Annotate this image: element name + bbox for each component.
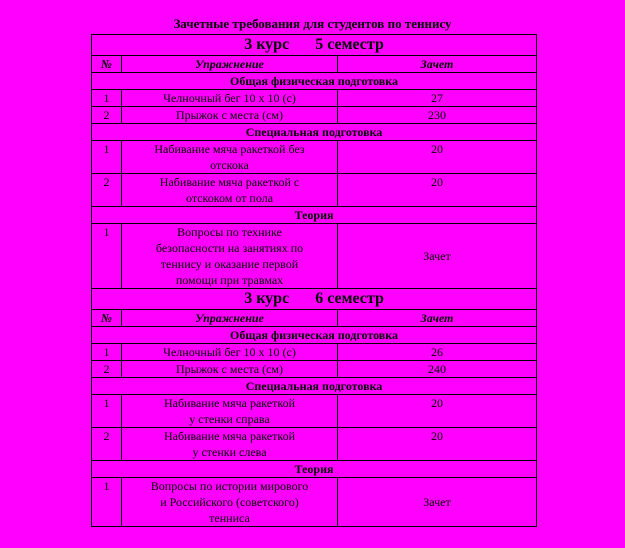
section-row (92, 73, 537, 90)
column-header-result: Зачет (338, 310, 537, 327)
row-exercise: Прыжок с места (см) (122, 361, 338, 378)
section-row (92, 124, 537, 141)
section-title: Общая физическая подготовка (92, 327, 537, 344)
row-result: Зачет (338, 224, 537, 289)
section-row (92, 461, 537, 478)
row-result: 26 (338, 344, 537, 361)
table-row (92, 107, 537, 124)
table-row (92, 224, 537, 289)
row-num: 1 (92, 224, 122, 289)
row-exercise: Вопросы по истории мирового и Российского (советского) тенниса (122, 478, 338, 527)
row-num: 1 (92, 90, 122, 107)
row-exercise: Набивание мяча ракеткой у стенки слева (122, 428, 338, 461)
column-header-row (92, 56, 537, 73)
semester-header (92, 35, 537, 56)
row-num: 1 (92, 344, 122, 361)
semester-header-row (92, 35, 537, 56)
row-exercise: Челночный бег 10 х 10 (с) (122, 344, 338, 361)
table-row (92, 395, 537, 428)
table-row (92, 478, 537, 527)
column-header-result: Зачет (338, 56, 537, 73)
row-exercise: Набивание мяча ракеткой у стенки справа (122, 395, 338, 428)
semester-header (92, 289, 537, 310)
row-result: 20 (338, 395, 537, 428)
row-exercise: Набивание мяча ракеткой с отскоком от пола (122, 174, 338, 207)
column-header-exercise: Упражнение (122, 310, 338, 327)
section-title: Теория (92, 207, 537, 224)
section-row (92, 207, 537, 224)
semester-label: 5 семестр (315, 36, 384, 53)
row-num: 2 (92, 361, 122, 378)
row-num: 2 (92, 174, 122, 207)
row-exercise: Вопросы по технике безопасности на занятиях по теннису и оказание первой помощи при травмах (122, 224, 338, 289)
row-num: 1 (92, 395, 122, 428)
row-exercise: Набивание мяча ракеткой без отскока (122, 141, 338, 174)
section-row (92, 327, 537, 344)
table-row (92, 428, 537, 461)
course-label: 3 курс (244, 36, 290, 53)
column-header-num: № (92, 56, 122, 73)
section-row (92, 378, 537, 395)
column-header-exercise: Упражнение (122, 56, 338, 73)
column-header-num: № (92, 310, 122, 327)
row-result: 20 (338, 141, 537, 174)
row-result: 240 (338, 361, 537, 378)
table-row (92, 90, 537, 107)
column-header-row (92, 310, 537, 327)
document-title: Зачетные требования для студентов по теннису (173, 16, 452, 31)
row-num: 1 (92, 478, 122, 527)
requirements-table (91, 34, 537, 527)
section-title: Специальная подготовка (92, 378, 537, 395)
row-num: 2 (92, 107, 122, 124)
table-row (92, 174, 537, 207)
row-num: 1 (92, 141, 122, 174)
section-title: Теория (92, 461, 537, 478)
row-result: 27 (338, 90, 537, 107)
table-row (92, 141, 537, 174)
row-num: 2 (92, 428, 122, 461)
table-row (92, 344, 537, 361)
row-exercise: Челночный бег 10 х 10 (с) (122, 90, 338, 107)
row-result: 20 (338, 174, 537, 207)
row-result: 230 (338, 107, 537, 124)
row-exercise: Прыжок с места (см) (122, 107, 338, 124)
row-result: Зачет (338, 478, 537, 527)
table-row (92, 361, 537, 378)
semester-header-row (92, 289, 537, 310)
row-result: 20 (338, 428, 537, 461)
section-title: Специальная подготовка (92, 124, 537, 141)
course-label: 3 курс (244, 290, 290, 307)
section-title: Общая физическая подготовка (92, 73, 537, 90)
semester-label: 6 семестр (315, 290, 384, 307)
